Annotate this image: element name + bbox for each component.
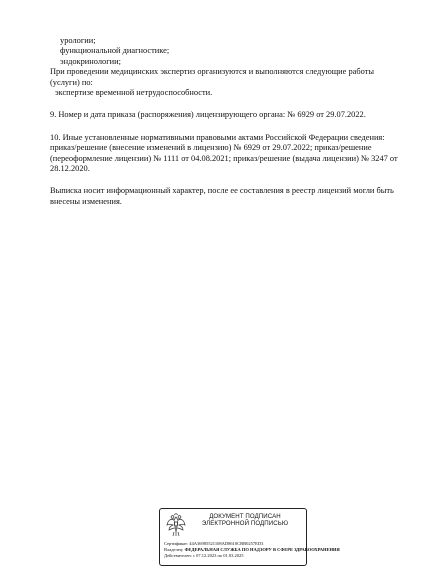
document-body [50, 36, 398, 207]
stamp-heading [187, 513, 303, 527]
stamp-owner-value: ФЕДЕРАЛЬНАЯ СЛУЖБА ПО НАДЗОРУ В СФЕРЕ ЗДРАВООХРАНЕНИЯ [184, 547, 340, 552]
stamp-heading-line-1: ДОКУМЕНТ ПОДПИСАН [209, 513, 281, 520]
note-line-2: внесены изменения. [50, 196, 122, 206]
item-10-line-3: (переоформление лицензии) № 1111 от 04.08.2021; приказ/решение (выдача лицензии) № 3247 от [50, 153, 398, 163]
item-10-line-4: 28.12.2020. [50, 164, 90, 174]
paragraph-expertise-line-2: (услуги) по: [50, 77, 93, 87]
list-item-endocrinology: эндокринологии; [60, 56, 121, 66]
stamp-certificate: Сертификат: 44A36985521108AD8610CBB0257ED3 [164, 541, 264, 546]
stamp-owner-label: Владелец: [164, 547, 184, 552]
list-item-urology: урологии; [60, 36, 96, 45]
item-10-line-1: 10. Иные установленные нормативными правовыми актами Российской Федерации сведения: [50, 132, 385, 142]
stamp-validity: Действителен: с 07.12.2023 по 01.03.2025 [164, 553, 244, 558]
item-9-order-number: 9. Номер и дата приказа (распоряжения) лицензирующего органа: № 6929 от 29.07.2022. [50, 110, 366, 120]
list-item-functional-diagnostics: функциональной диагностике; [60, 46, 170, 56]
item-10-line-2: приказ/решение (внесение изменений в лицензию) № 6929 от 29.07.2022; приказ/решение [50, 143, 372, 153]
double-headed-eagle-icon [165, 512, 187, 538]
electronic-signature-stamp [159, 508, 340, 566]
stamp-details [164, 541, 340, 559]
note-line-1: Выписка носит информационный характер, после ее составления в реестр лицензий могли быть [50, 186, 394, 196]
list-item-temporary-disability: экспертизе временной нетрудоспособности. [55, 88, 213, 98]
stamp-heading-line-2: ЭЛЕКТРОННОЙ ПОДПИСЬЮ [201, 520, 289, 528]
paragraph-expertise-line-1: При проведении медицинских экспертиз организуются и выполняются следующие работы [50, 67, 374, 77]
